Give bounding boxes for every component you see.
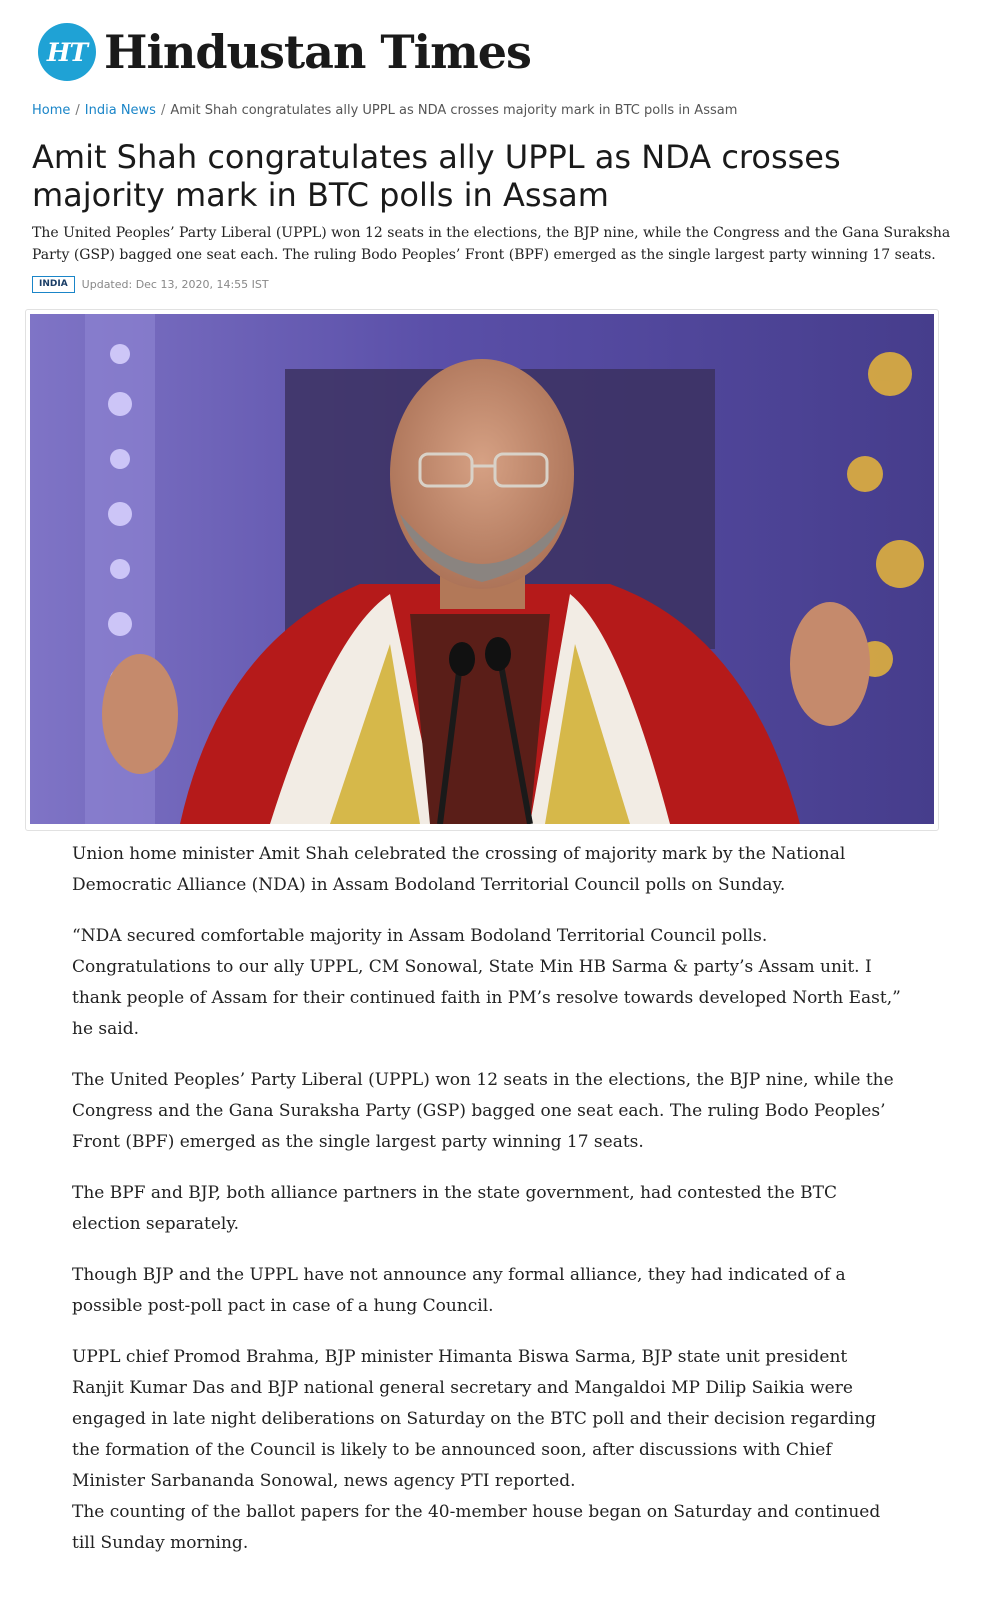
- breadcrumb-current: Amit Shah congratulates ally UPPL as NDA crosses majority mark in BTC polls in Assam: [170, 103, 738, 118]
- brand-wordmark[interactable]: Hindustan Times: [104, 25, 531, 79]
- article-paragraph: “NDA secured comfortable majority in Assam Bodoland Territorial Council polls. Congratulations to our ally UPPL, CM Sonowal, State Min HB Sarma & party’s Assam unit. I thank people of Assam for their continued faith in PM’s resolve towards developed North East,” he said.: [72, 926, 901, 1039]
- masthead: [38, 22, 531, 82]
- breadcrumb-separator: /: [75, 103, 80, 118]
- hero-image: [30, 314, 934, 824]
- section-tag[interactable]: INDIA: [32, 276, 75, 293]
- ht-logo[interactable]: HT: [38, 23, 96, 81]
- article-paragraph: The United Peoples’ Party Liberal (UPPL) won 12 seats in the elections, the BJP nine, while the Congress and the Gana Suraksha Party (GSP) bagged one seat each. The ruling Bodo Peoples’ Front (BPF) emerged as the single largest party winning 17 seats.: [72, 1070, 894, 1152]
- article-summary: The United Peoples’ Party Liberal (UPPL) won 12 seats in the elections, the BJP nine, while the Congress and the Gana Suraksha Party (GSP) bagged one seat each. The ruling Bodo Peoples’ Front (BPF) emerged as the single largest party winning 17 seats.: [32, 225, 951, 263]
- article-meta: [32, 276, 269, 293]
- breadcrumb-home-link[interactable]: Home: [32, 103, 71, 118]
- article-paragraph: The BPF and BJP, both alliance partners in the state government, had contested the BTC election separately.: [72, 1183, 838, 1234]
- article-headline: Amit Shah congratulates ally UPPL as NDA crosses majority mark in BTC polls in Assam: [32, 138, 841, 214]
- updated-timestamp: Updated: Dec 13, 2020, 14:55 IST: [81, 278, 269, 291]
- breadcrumb-section-link[interactable]: India News: [84, 103, 156, 118]
- article-body: [72, 839, 902, 1559]
- article-paragraph: Union home minister Amit Shah celebrated the crossing of majority mark by the National Democratic Alliance (NDA) in Assam Bodoland Territorial Council polls on Sunday.: [72, 844, 846, 895]
- speaker-photo-illustration: [30, 314, 934, 824]
- article-paragraph: Though BJP and the UPPL have not announce any formal alliance, they had indicated of a possible post-poll pact in case of a hung Council.: [72, 1265, 846, 1316]
- article-paragraph: The counting of the ballot papers for the 40-member house began on Saturday and continued till Sunday morning.: [72, 1502, 881, 1553]
- breadcrumb: [32, 103, 737, 118]
- article-paragraph: UPPL chief Promod Brahma, BJP minister Himanta Biswa Sarma, BJP state unit president Ranjit Kumar Das and BJP national general secretary and Mangaldoi MP Dilip Saikia were engaged in late night deliberations on Saturday on the BTC poll and their decision regarding the formation of the Council is likely to be announced soon, after discussions with Chief Minister Sarbananda Sonowal, news agency PTI reported.: [72, 1347, 877, 1491]
- breadcrumb-separator: /: [160, 103, 166, 118]
